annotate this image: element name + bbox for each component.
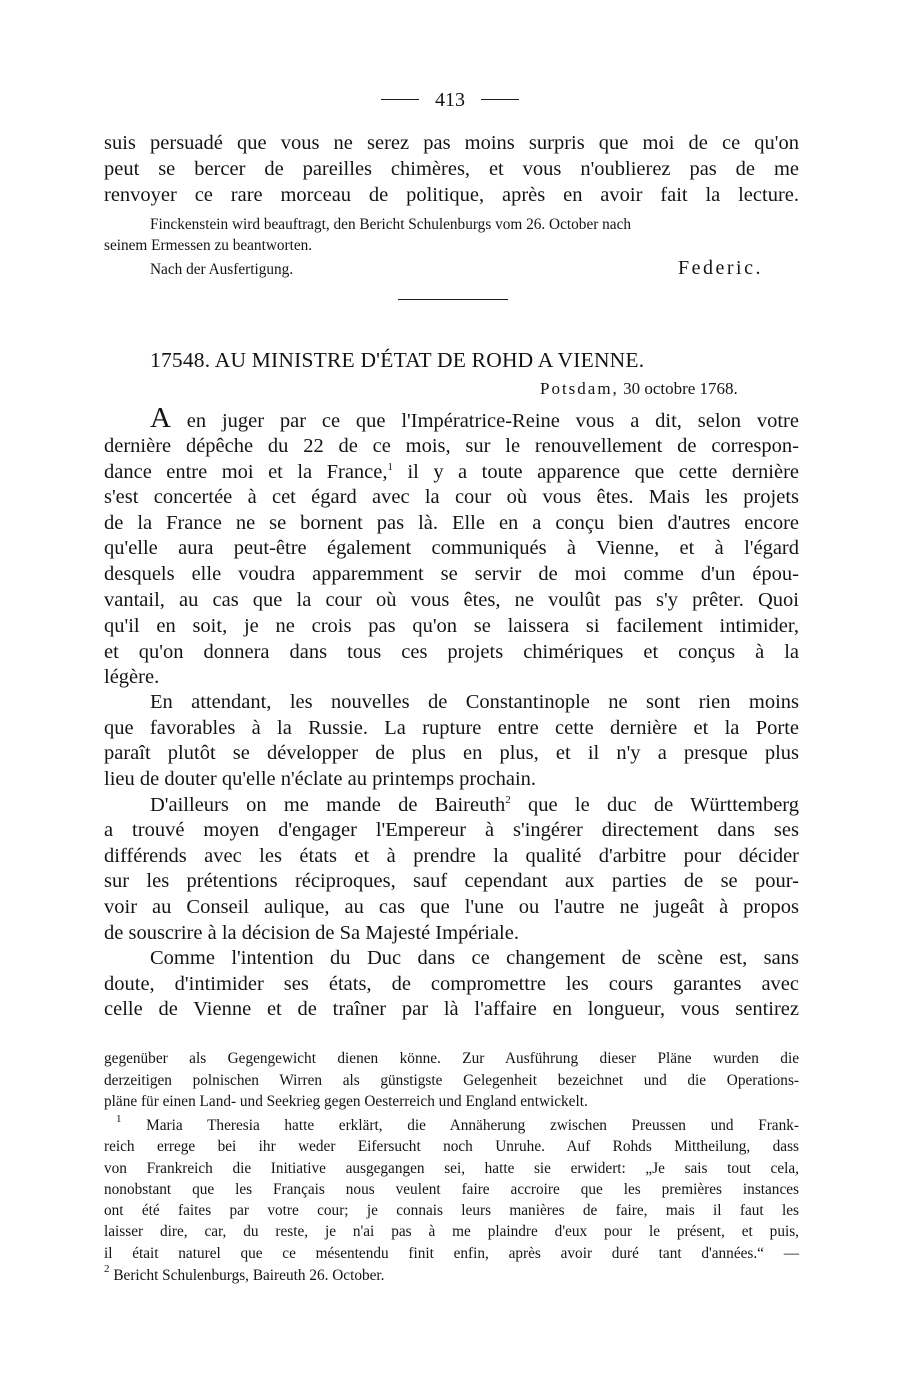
body-line: de la France ne se bornent pas là. Elle en a conçu bien d'autres encore xyxy=(104,512,799,534)
page-number: 413 xyxy=(435,89,465,111)
body-line: sur les prétentions réciproques, sauf cependant aux parties de se pour- xyxy=(104,870,799,892)
body-line: suis persuadé que vous ne serez pas moins surpris que moi de ce qu'on xyxy=(104,132,799,154)
source-note: Nach der Ausfertigung. xyxy=(150,261,294,278)
header-rule-left xyxy=(381,99,419,100)
footnote-line: derzeitigen polnischen Wirren als günstigste Gelegenheit bezeichnet und die Operations- xyxy=(104,1072,799,1089)
body-line: vantail, au cas que la cour où vous êtes, ne voulût pas s'y prêter. Quoi xyxy=(104,589,799,611)
footnote-number: 1 xyxy=(116,1113,122,1125)
footnote-line: ont été faites par votre cour; je connais leurs manières de faire, mais il faut les xyxy=(104,1202,799,1219)
dateline xyxy=(540,378,738,400)
body-line: A en juger par ce que l'Impératrice-Reine vous a dit, selon votre xyxy=(150,402,799,434)
footnote-line: gegenüber als Gegengewicht dienen könne. Zur Ausführung dieser Pläne wurden die xyxy=(104,1050,799,1067)
dateline-date: 30 octobre 1768. xyxy=(623,379,738,398)
body-line: dance entre moi et la France,$^1$ il y a toute apparence que cette dernière xyxy=(104,461,799,483)
body-line: a trouvé moyen d'engager l'Empereur à s'ingérer directement dans ses xyxy=(104,819,799,841)
footnote-marker: 2 xyxy=(505,794,511,806)
footnote-line: pläne für einen Land- und Seekrieg gegen Oesterreich und England entwickelt. xyxy=(104,1093,588,1110)
body-line: voir au Conseil aulique, au cas que l'une ou l'autre ne jugeât à propos xyxy=(104,896,799,918)
dateline-place: Potsdam, xyxy=(540,379,619,398)
body-line: En attendant, les nouvelles de Constantinople ne sont rien moins xyxy=(150,691,799,713)
editorial-note-line: Finckenstein wird beauftragt, den Bericht Schulenburgs vom 26. October nach xyxy=(150,216,632,233)
body-line: dernière dépêche du 22 de ce mois, sur le renouvellement de correspon- xyxy=(104,435,799,457)
footnote-line: $^1$ Maria Theresia hatte erklärt, die Annäherung zwischen Preussen und Frank- xyxy=(116,1113,799,1134)
body-line: renvoyer ce rare morceau de politique, après en avoir fait la lecture. xyxy=(104,184,799,206)
body-line: de souscrire à la décision de Sa Majesté Impériale. xyxy=(104,922,519,944)
editorial-note-line: seinem Ermessen zu beantworten. xyxy=(104,237,313,254)
footnote-line: il était naturel que ce mésentendu finit enfin, après avoir duré tant d'années.“ — xyxy=(104,1245,799,1262)
footnote-marker: 1 xyxy=(387,461,393,473)
footnote-line: reich errege bei ihr weder Eifersucht noch Unruhe. Auf Rohds Mittheilung, dass xyxy=(104,1138,799,1155)
section-divider xyxy=(398,299,508,300)
body-line: desquels elle voudra apparemment se servir de moi comme d'un épou- xyxy=(104,563,799,585)
body-line: qu'elle aura peut-être également communiqués à Vienne, et à l'égard xyxy=(104,537,799,559)
body-line: paraît plutôt se développer de plus en plus, et il n'y a presque plus xyxy=(104,742,799,764)
letter-title: 17548. AU MINISTRE D'ÉTAT DE ROHD A VIENNE. xyxy=(150,348,645,372)
page-header xyxy=(0,87,900,113)
body-line: Comme l'intention du Duc dans ce changement de scène est, sans xyxy=(150,947,799,969)
body-line: légère. xyxy=(104,666,160,688)
signature: Federic. xyxy=(678,257,763,279)
body-line: peut se bercer de pareilles chimères, et vous n'oublierez pas de me xyxy=(104,158,799,180)
body-line: D'ailleurs on me mande de Baireuth$^2$ que le duc de Württemberg xyxy=(150,794,800,816)
header-rule-right xyxy=(481,99,519,100)
body-line: que favorables à la Russie. La rupture entre cette dernière et la Porte xyxy=(104,717,799,739)
body-line: et qu'on donnera dans tous ces projets chimériques et conçus à la xyxy=(104,641,799,663)
body-line: doute, d'intimider ses états, de compromettre les cours garantes avec xyxy=(104,973,799,995)
footnote-number: 2 xyxy=(104,1263,110,1275)
footnote-line: laisser dire, car, du reste, je n'ai pas à me plaindre d'eux pour le présent, et puis, xyxy=(104,1223,799,1240)
body-line: lieu de douter qu'elle n'éclate au printemps prochain. xyxy=(104,768,537,790)
footnote-line: $^2$ Bericht Schulenburgs, Baireuth 26. October. xyxy=(104,1263,385,1284)
footnote-line: nonobstant que les Français nous veulent faire accroire que les premières instances xyxy=(104,1181,799,1198)
drop-cap: A xyxy=(150,402,171,434)
body-line: qu'il en soit, je ne crois pas qu'on se laissera si facilement intimider, xyxy=(104,615,799,637)
body-line: s'est concertée à cet égard avec la cour où vous êtes. Mais les projets xyxy=(104,486,799,508)
body-line: différends avec les états et à prendre la qualité d'arbitre pour décider xyxy=(104,845,799,867)
body-line: celle de Vienne et de traîner par là l'affaire en longueur, vous sentirez xyxy=(104,998,799,1020)
footnote-line: von Frankreich die Initiative ausgegangen sei, hatte sie erwidert: „Je sais tout cela, xyxy=(104,1160,799,1177)
